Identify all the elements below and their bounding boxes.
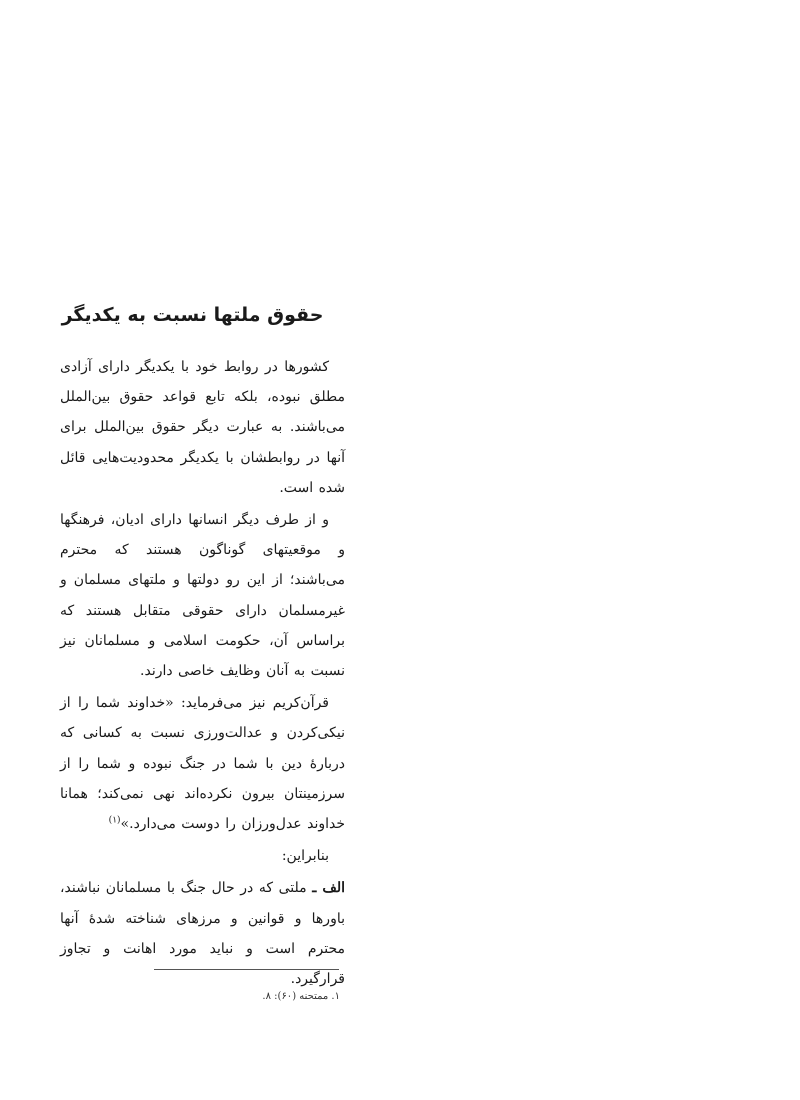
paragraph-2: و از طرف دیگر انسانها دارای ادیان، فرهنگها و موقعیتهای گوناگون هستند که محترم می‌باشند؛ از این رو دولتها و ملتهای مسلمان و غیرمسلمان دارای حقوقی متقابل هستند که براساس آن، حکومت اسلامی و مسلمانان نیز نسبت به آنان وظایف خاصی دارند. <box>60 512 345 680</box>
footnote-divider <box>154 969 339 970</box>
therefore-line: بنابراین: <box>281 848 329 865</box>
paragraph-3-quran-quote <box>60 688 345 839</box>
page-text-block <box>60 300 345 994</box>
footnote-reference[interactable]: (۱) <box>108 815 121 826</box>
clause-a-label: الف ـ <box>312 880 345 897</box>
quote-text: قرآن‌کریم نیز می‌فرماید: «خداوند شما را از نیکی‌کردن و عدالت‌ورزی نسبت به کسانی که دربارهٔ دین با شما در جنگ نبوده و شما را از سرزمینتان بیرون نکرده‌اند نهی نمی‌کند؛ همانا خداوند عدل‌ورزان را دوست می‌دارد.» <box>60 695 345 833</box>
footnote: ۱. ممتحنه (۶۰): ۸. <box>262 991 340 1002</box>
clause-a-text: ملتی که در حال جنگ با مسلمانان نباشند، باورها و قوانین و مرزهای شناخته شدهٔ آنها محترم است و نباید مورد اهانت و تجاوز قرارگیرد. <box>60 880 345 988</box>
paragraph-1: کشورها در روابط خود با یکدیگر دارای آزادی مطلق نبوده، بلکه تابع قواعد حقوق بین‌الملل می‌باشند. به عبارت دیگر حقوق بین‌الملل برای آنها در روابطشان با یکدیگر محدودیت‌هایی قائل شده است. <box>60 359 345 496</box>
clause-a <box>60 873 345 994</box>
section-title: حقوق ملتها نسبت به یکدیگر <box>61 304 324 326</box>
